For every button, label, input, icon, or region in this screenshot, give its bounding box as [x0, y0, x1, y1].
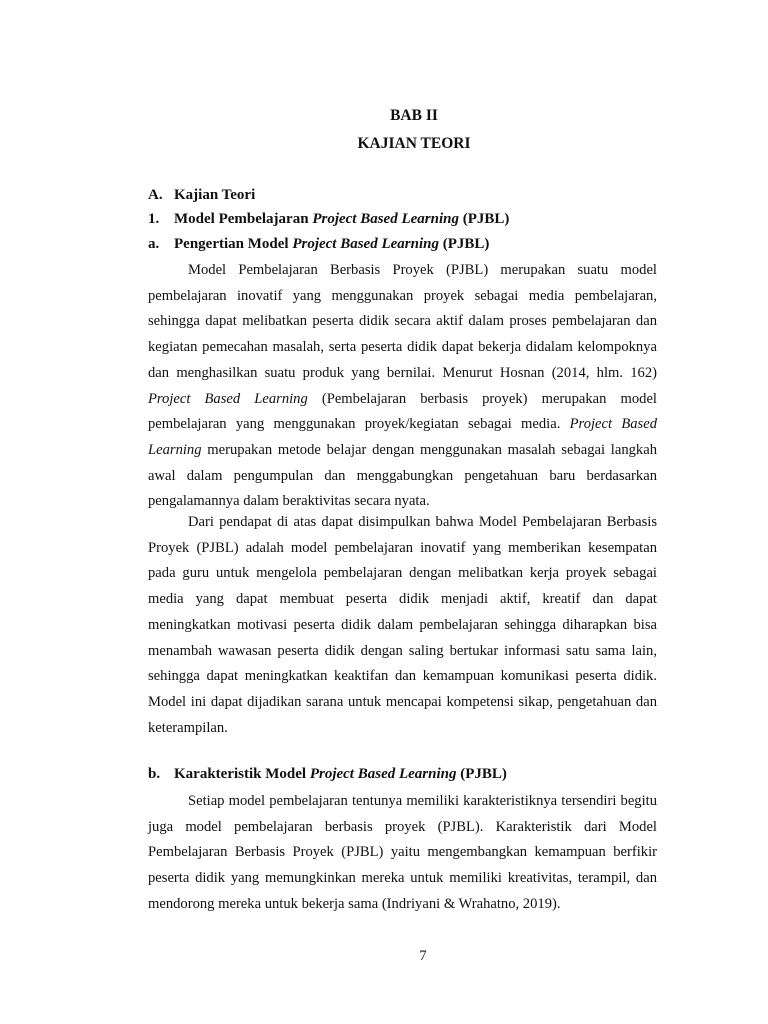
- section-title: Kajian Teori: [174, 187, 256, 203]
- subsection-title-suffix: (PJBL): [456, 766, 507, 782]
- subsection-title-prefix: Pengertian Model: [174, 236, 293, 252]
- subsection-number: b.: [148, 766, 161, 782]
- section-heading-a: [148, 187, 255, 204]
- chapter-title: KAJIAN TEORI: [357, 135, 471, 152]
- chapter-label: BAB II: [390, 107, 438, 124]
- paragraph-characteristics: Setiap model pembelajaran tentunya memiliki karakteristiknya tersendiri begitu juga model pembelajaran berbasis proyek (PJBL). Karakteristik dari Model Pembelajaran Berbasis Proyek (PJBL) yaitu mengembangkan kemampuan berfikir peserta didik yang memungkinkan mereka untuk memiliki kreativitas, terampil, dan mendorong mereka untuk bekerja sama (Indriyani & Wrahatno, 2019).: [148, 793, 657, 912]
- subsection-heading-a: [148, 236, 489, 253]
- subsection-title-suffix: (PJBL): [438, 236, 490, 252]
- page-number: 7: [419, 948, 427, 964]
- paragraph-italic-term: Project Based Learning: [148, 390, 308, 407]
- section-number: 1.: [148, 211, 160, 227]
- paragraph-text: merupakan metode belajar dengan menggunakan masalah sebagai langkah awal dalam pengumpulan dan menggabungkan pengetahuan baru berdasarkan pengalamannya dalam beraktivitas secara nyata.: [148, 441, 657, 510]
- subsection-title-italic: Project Based Learning: [309, 766, 457, 782]
- paragraph-text: Model Pembelajaran Berbasis Proyek (PJBL) merupakan suatu model pembelajaran inovatif yang menggunakan proyek sebagai media pembelajaran, sehingga dapat melibatkan peserta didik secara aktif dalam proses pembelajaran dan kegiatan pemecahan masalah, serta peserta didik dapat bekerja didalam kelompoknya dan menghasilkan suatu produk yang bernilai. Menurut Hosnan (2014, hlm. 162): [148, 262, 657, 381]
- paragraph-conclusion: Dari pendapat di atas dapat disimpulkan bahwa Model Pembelajaran Berbasis Proyek (PJBL) adalah model pembelajaran inovatif yang memberikan kesempatan pada guru untuk mengelola pembelajaran dengan melibatkan kerja proyek sebagai media yang dapat membuat peserta didik menjadi aktif, kreatif dan dapat meningkatkan motivasi peserta didik dalam pembelajaran sehingga diharapkan bisa menambah wawasan peserta didik dengan saling bertukar informasi satu sama lain, sehingga dapat meningkatkan keaktifan dan kemampuan komunikasi peserta didik. Model ini dapat dijadikan sarana untuk mencapai kompetensi sikap, pengetahuan dan keterampilan.: [148, 514, 657, 736]
- subsection-heading-b: [148, 766, 507, 783]
- section-title-suffix: (PJBL): [458, 211, 510, 227]
- subsection-title-prefix: Karakteristik Model: [174, 766, 310, 782]
- section-number: A.: [148, 187, 163, 203]
- subsection-title-italic: Project Based Learning: [292, 236, 439, 252]
- subsection-number: a.: [148, 236, 160, 252]
- paragraph-italic-term: Project Based Learning: [148, 416, 658, 458]
- section-title-italic: Project Based Learning: [312, 211, 459, 227]
- paragraph-definition: [148, 258, 657, 515]
- section-title-prefix: Model Pembelajaran: [174, 211, 313, 227]
- section-heading-1: [148, 211, 509, 228]
- paragraph-text: (Pembelajaran berbasis proyek) merupakan model pembelajaran yang menggunakan proyek/kegiatan sebagai media.: [148, 390, 657, 433]
